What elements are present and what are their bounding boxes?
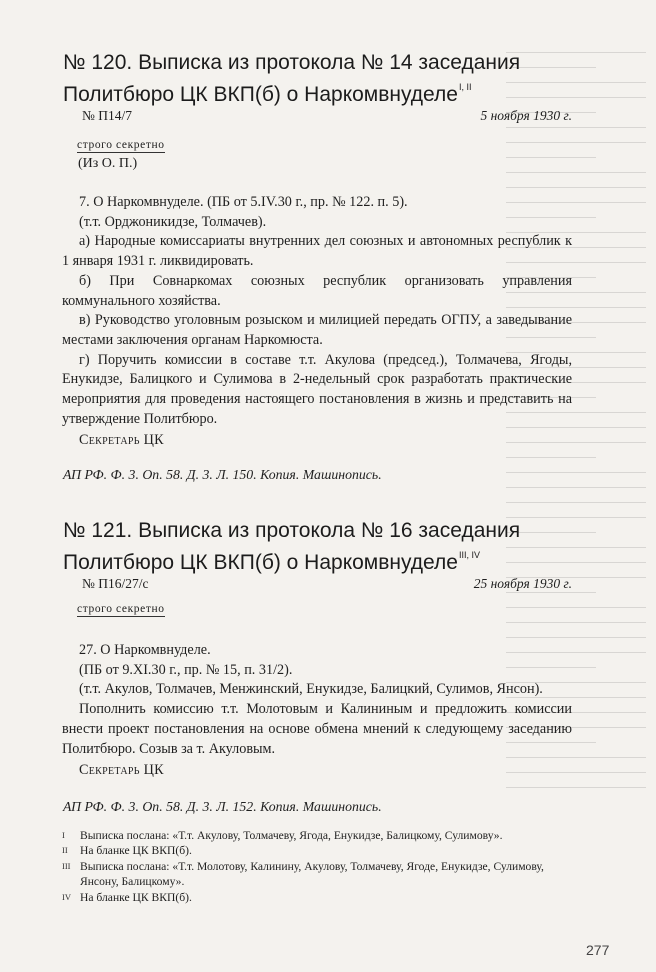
footnote: [62, 843, 578, 858]
doc120-source: (Из О. П.): [78, 156, 138, 171]
doc120-para-g: г) Поручить комиссии в составе т.т. Акулова (председ.), Толмачева, Ягоды, Енукидзе, Балицкого и Сулимова в 2-недельный срок разработать практические мероприятия для проведения настоящего постановления в жизнь и представить на утверждение Политбюро.: [62, 351, 572, 427]
footnote: [62, 828, 578, 843]
doc120-persons: (т.т. Орджоникидзе, Толмачев).: [79, 213, 267, 230]
doc121-title: № 121. Выписка из протокола № 16 заседания Политбюро ЦК ВКП(б) о Наркомвнуделе$^{III, IV}$: [63, 519, 521, 574]
doc121-signature: Секретарь ЦК: [79, 762, 164, 779]
doc120-para-b: б) При Совнаркомах союзных республик организовать управления коммунального хозяйства.: [62, 272, 572, 309]
page-number: 277: [586, 942, 610, 958]
doc121-text: Пополнить комиссию т.т. Молотовым и Калининым и предложить комиссии внести проект постановления на основе обмена мнений к следующему заседанию Политбюро. Созыв за т. Акуловым.: [62, 701, 572, 757]
footnote-text: На бланке ЦК ВКП(б).: [80, 890, 192, 904]
doc121-classification: строго секретно: [77, 603, 165, 615]
doc120-date: 5 ноября 1930 г.: [480, 108, 572, 123]
doc121-number: № П16/27/с: [82, 576, 149, 591]
doc120-archive: АП РФ. Ф. 3. Оп. 58. Д. 3. Л. 150. Копия. Машинопись.: [63, 467, 382, 482]
doc120-classification: строго секретно: [77, 139, 165, 151]
doc121-body: [62, 641, 572, 781]
doc121-archive: АП РФ. Ф. 3. Оп. 58. Д. 3. Л. 152. Копия. Машинопись.: [63, 799, 382, 814]
doc120-title: № 120. Выписка из протокола № 14 заседания Политбюро ЦК ВКП(б) о Наркомвнуделе$^{I, II}$: [63, 51, 521, 106]
doc121-date: 25 ноября 1930 г.: [473, 576, 572, 591]
footnote: [62, 859, 578, 890]
doc121-item-title: 27. О Наркомвнуделе.: [79, 642, 211, 658]
footnote-mark: IV: [62, 891, 71, 902]
footnote-mark: II: [62, 845, 68, 856]
doc121-persons: (т.т. Акулов, Толмачев, Менжинский, Енукидзе, Балицкий, Сулимов, Янсон).: [79, 681, 543, 698]
footnotes: [62, 828, 578, 905]
doc120-para-v: в) Руководство уголовным розыском и милицией передать ОГПУ, а заведывание местами заключения органам Наркомюста.: [62, 312, 572, 348]
doc120-body: [62, 193, 572, 451]
footnote-text: Выписка послана: «Т.т. Молотову, Калинину, Акулову, Толмачеву, Ягоде, Енукидзе, Сулимову, Янсону, Балицкому».: [80, 859, 544, 889]
doc120-item-title: 7. О Наркомвнуделе. (ПБ от 5.IV.30 г., пр. № 122. п. 5).: [79, 194, 408, 210]
footnote-text: Выписка послана: «Т.т. Акулову, Толмачеву, Ягода, Енукидзе, Балицкому, Сулимову».: [80, 829, 503, 842]
footnote-text: На бланке ЦК ВКП(б).: [80, 844, 192, 858]
doc120-number: № П14/7: [82, 108, 133, 123]
doc120-signature: Секретарь ЦК: [79, 432, 164, 449]
doc121-ref: (ПБ от 9.XI.30 г., пр. № 15, п. 31/2).: [79, 661, 293, 678]
doc120-title-marks: I, II: [458, 82, 472, 92]
bleed-through-decoration: [506, 38, 656, 918]
doc120-para-a: а) Народные комиссариаты внутренних дел союзных и автономных республик к 1 января 1931 г. ликвидировать.: [62, 233, 572, 270]
doc121-title-marks: III, IV: [458, 550, 480, 560]
footnote-mark: III: [62, 860, 71, 871]
footnote: [62, 890, 578, 905]
footnote-mark: I: [62, 830, 65, 840]
